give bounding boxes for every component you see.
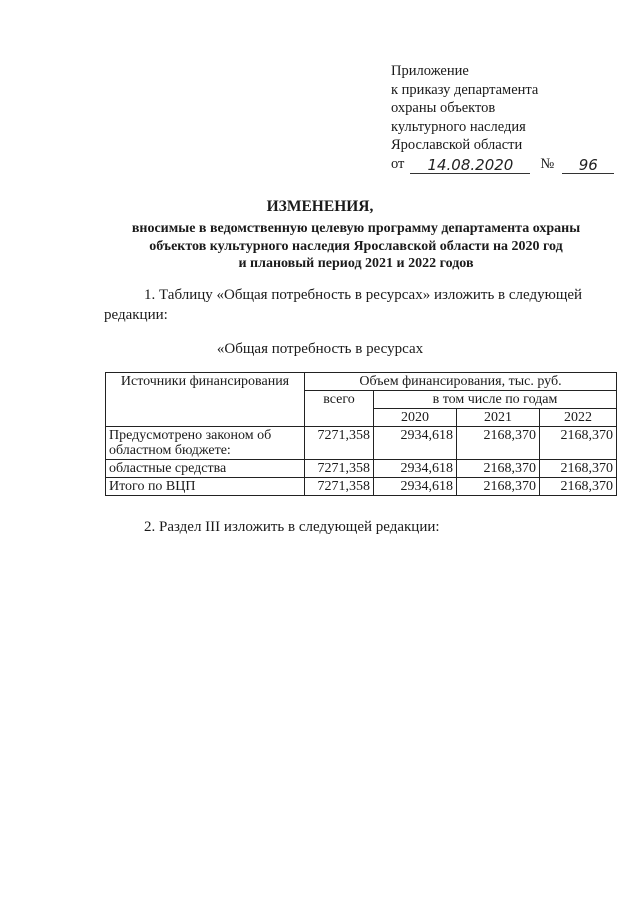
number-label: № [540, 155, 555, 172]
cell-2021: 2168,370 [457, 460, 540, 478]
header-total: всего [305, 391, 374, 427]
cell-2022: 2168,370 [540, 427, 617, 460]
cell-2022: 2168,370 [540, 460, 617, 478]
subtitle-line: вносимые в ведомственную целевую программу департамента охраны [131, 221, 581, 236]
subtitle-line: и плановый период 2021 и 2022 годов [238, 256, 474, 271]
paragraph-2: 2. Раздел III изложить в следующей редакции: [144, 519, 440, 535]
appendix-block [391, 62, 614, 174]
appendix-line: культурного наследия [391, 118, 526, 135]
appendix-line: Ярославской области [391, 137, 523, 154]
document-title: ИЗМЕНЕНИЯ, [266, 198, 374, 215]
appendix-line: охраны объектов [391, 100, 496, 117]
paragraph-1 [104, 285, 614, 325]
cell-total: 7271,358 [305, 460, 374, 478]
cell-2020: 2934,618 [374, 460, 457, 478]
cell-2022: 2168,370 [540, 478, 617, 496]
cell-2021: 2168,370 [457, 427, 540, 460]
appendix-line: Приложение [391, 63, 469, 79]
appendix-line: к приказу департамента [391, 81, 539, 98]
row-label: Итого по ВЦП [106, 478, 305, 496]
table-row [106, 427, 617, 460]
resources-table [105, 372, 617, 496]
table-caption: «Общая потребность в ресурсах [216, 341, 424, 357]
order-date-number-line [391, 155, 614, 174]
cell-total: 7271,358 [305, 478, 374, 496]
cell-2020: 2934,618 [374, 478, 457, 496]
from-label: от [391, 155, 405, 172]
header-year: 2022 [540, 409, 617, 427]
document-subtitle [96, 220, 616, 273]
paragraph-1-line: редакции: [104, 307, 168, 323]
header-volume: Объем финансирования, тыс. руб. [305, 373, 617, 391]
header-source: Источники финансирования [106, 373, 305, 427]
header-year: 2021 [457, 409, 540, 427]
header-year: 2020 [374, 409, 457, 427]
row-label: Предусмотрено законом об областном бюджете: [106, 427, 305, 460]
subtitle-line: объектов культурного наследия Ярославской области на 2020 год [149, 238, 563, 254]
handwritten-date: 14.08.2020 [410, 157, 530, 174]
header-by-years: в том числе по годам [374, 391, 617, 409]
table-row [106, 460, 617, 478]
row-label: областные средства [106, 460, 305, 478]
cell-2020: 2934,618 [374, 427, 457, 460]
table-row [106, 478, 617, 496]
handwritten-number: 96 [562, 157, 614, 174]
paragraph-1-line: 1. Таблицу «Общая потребность в ресурсах» изложить в следующей [144, 287, 583, 303]
cell-2021: 2168,370 [457, 478, 540, 496]
cell-total: 7271,358 [305, 427, 374, 460]
